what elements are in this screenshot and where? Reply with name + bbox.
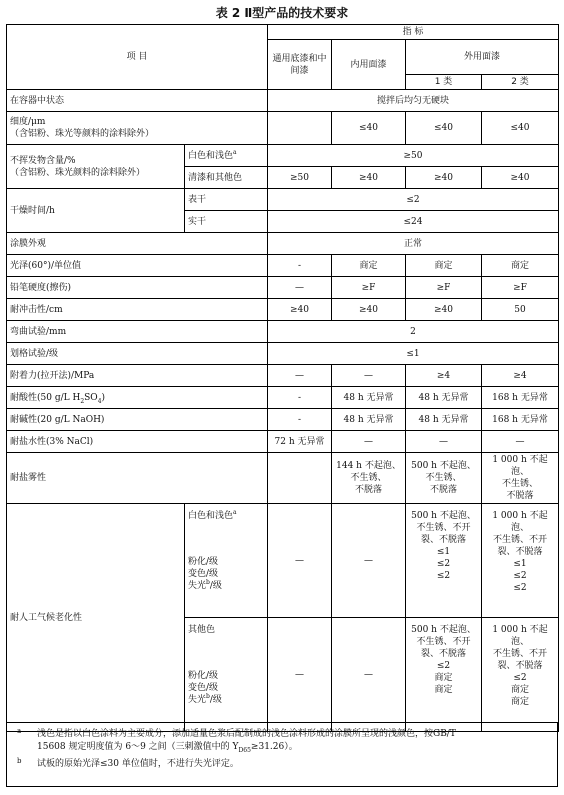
cell-line: 不脱落 [506, 491, 534, 501]
row-label: 铅笔硬度(擦伤) [7, 277, 268, 299]
sub-label-line [188, 694, 264, 706]
row-value: ≤1 [268, 343, 559, 365]
row-value: ≥50 [268, 145, 559, 167]
header-indicator: 指 标 [268, 25, 559, 40]
cell-primer: — [268, 277, 332, 299]
table-row [7, 321, 559, 343]
row-value: ≤24 [268, 211, 559, 233]
sub-label-line [188, 580, 264, 592]
footnote-line: 试板的原始光泽≤30 单位值时，不进行失光评定。 [37, 759, 239, 769]
table-row [7, 277, 559, 299]
label-part: /级 [209, 581, 222, 591]
cell-interior: — [332, 365, 406, 387]
cell-line: 1 000 h 不起泡、 [492, 511, 548, 533]
cell-class2: 商定 [482, 255, 559, 277]
cell-class1: ≤40 [406, 112, 482, 145]
sub-label-line: 粉化/级 [188, 557, 219, 567]
cell-line: 商定 [510, 697, 529, 707]
row-label-line1: 不挥发物含量/% [10, 155, 76, 166]
footnote-b [15, 758, 549, 771]
row-label: 耐盐水性(3% NaCl) [7, 431, 268, 453]
cell-line: ≤2 [513, 673, 527, 683]
footnote-marker: b [206, 693, 210, 700]
cell-primer: - [268, 387, 332, 409]
cell-primer: - [268, 409, 332, 431]
header-exterior: 外用面漆 [406, 40, 559, 75]
header-class2: 2 类 [482, 75, 559, 90]
label-part: 耐酸性(50 g/L H [10, 392, 81, 403]
table-row [7, 343, 559, 365]
row-label [7, 112, 268, 145]
table-row [7, 453, 559, 504]
footnote-a [15, 728, 549, 754]
cell-primer: — [268, 504, 332, 618]
sub-label-line: 其他色 [188, 625, 216, 635]
cell-class2: 168 h 无异常 [482, 387, 559, 409]
label-part: 失光 [188, 695, 207, 705]
table-row [7, 299, 559, 321]
cell-primer: — [268, 365, 332, 387]
cell-class2: 50 [482, 299, 559, 321]
footnote-marker: b [17, 757, 22, 765]
cell-interior: ≥40 [332, 167, 406, 189]
row-label-line2: （含铝粉、珠光等颜料的涂料除外） [10, 129, 155, 139]
cell-class2: — [482, 431, 559, 453]
cell-primer: - [268, 255, 332, 277]
cell-class1: 商定 [406, 255, 482, 277]
label-sub: D65 [238, 746, 251, 754]
cell-interior: — [332, 618, 406, 732]
table-title: 表 2 Ⅱ型产品的技术要求 [215, 6, 349, 20]
cell-class1: ≥4 [406, 365, 482, 387]
cell-line: ≤2 [513, 571, 527, 581]
cell-line: 不生锈、 [501, 479, 538, 489]
cell-line: ≤2 [513, 583, 527, 593]
label-part: 失光 [188, 581, 207, 591]
cell-class2: ≥F [482, 277, 559, 299]
sub-label: 清漆和其他色 [185, 167, 268, 189]
cell-interior: 48 h 无异常 [332, 387, 406, 409]
cell-primer: 72 h 无异常 [268, 431, 332, 453]
cell-primer: — [268, 618, 332, 732]
cell-class2 [482, 453, 559, 504]
cell-line: ≤2 [436, 661, 451, 671]
row-value: 2 [268, 321, 559, 343]
label-part: /级 [209, 695, 222, 705]
sub-label: 表干 [185, 189, 268, 211]
cell-interior: 商定 [332, 255, 406, 277]
cell-line: 不生锈、不开 [492, 535, 547, 545]
row-label: 耐盐雾性 [7, 453, 268, 504]
sub-label [185, 504, 268, 618]
cell-line: ≤1 [436, 547, 451, 557]
cell-line: 商定 [510, 685, 529, 695]
cell-line: ≤2 [436, 559, 451, 569]
cell-line: 裂、不脱落 [497, 547, 543, 557]
header-item: 项 目 [7, 25, 268, 90]
row-label: 干燥时间/h [7, 189, 185, 233]
cell-line: 裂、不脱落 [497, 661, 543, 671]
sub-label-line: 变色/级 [188, 569, 219, 579]
cell-line: 不脱落 [354, 485, 382, 495]
table-row [7, 189, 559, 211]
cell-line: 500 h 不起泡、 [411, 461, 476, 471]
row-label [7, 387, 268, 409]
table-row [7, 255, 559, 277]
sub-label-text: 白色和浅色 [188, 150, 234, 161]
row-value: ≤2 [268, 189, 559, 211]
cell-class1: ≥40 [406, 299, 482, 321]
cell-interior: ≥40 [332, 299, 406, 321]
sub-label [185, 618, 268, 732]
table-row [7, 431, 559, 453]
cell-line: 不生锈、不开 [416, 523, 471, 533]
cell-interior: 48 h 无异常 [332, 409, 406, 431]
footnote-marker: b [206, 579, 210, 586]
row-value: 搅拌后均匀无硬块 [268, 90, 559, 112]
cell-class2: ≥4 [482, 365, 559, 387]
footnote-line: 浅色是指以白色涂料为主要成分，添加适量色浆后配制成的浅色涂料形成的涂膜所呈现的浅颜色，按GB/T [37, 729, 456, 739]
row-label: 耐碱性(20 g/L NaOH) [7, 409, 268, 431]
cell-line: 500 h 不起泡、 [411, 511, 476, 521]
cell-primer: ≥40 [268, 299, 332, 321]
cell-class1: 48 h 无异常 [406, 387, 482, 409]
cell-class2 [482, 618, 559, 732]
table-row [7, 90, 559, 112]
label-part: SO [84, 392, 98, 403]
cell-line: 1 000 h 不起泡、 [492, 625, 548, 647]
table-row [7, 112, 559, 145]
header-row-1 [7, 25, 559, 40]
cell-class2 [482, 504, 559, 618]
cell-interior: ≥F [332, 277, 406, 299]
table-row [7, 233, 559, 255]
cell-primer [268, 112, 332, 145]
cell-line: 500 h 不起泡、 [411, 625, 476, 635]
header-interior: 内用面漆 [332, 40, 406, 90]
footnote-marker: a [17, 727, 22, 735]
row-label: 附着力(拉开法)/MPa [7, 365, 268, 387]
row-label-line1: 细度/μm [10, 117, 46, 127]
cell-line: 1 000 h 不起泡、 [492, 455, 548, 477]
footnotes [6, 722, 558, 787]
row-label: 耐人工气候老化性 [7, 504, 185, 732]
cell-line: 不生锈、 [350, 473, 387, 483]
cell-line: 商定 [434, 673, 453, 683]
cell-line: 不脱落 [429, 485, 457, 495]
label-sub: 2 [80, 397, 85, 405]
row-label: 耐冲击性/cm [7, 299, 268, 321]
footnote-marker: a [233, 509, 237, 516]
cell-class1: ≥F [406, 277, 482, 299]
row-label [7, 145, 185, 189]
cell-line: ≤1 [513, 559, 527, 569]
cell-line: 144 h 不起泡、 [336, 461, 401, 471]
table-row [7, 409, 559, 431]
header-class1: 1 类 [406, 75, 482, 90]
sub-label: 实干 [185, 211, 268, 233]
cell-class1 [406, 504, 482, 618]
cell-primer [268, 453, 332, 504]
table-row [7, 145, 559, 167]
table-row [7, 387, 559, 409]
cell-class1 [406, 618, 482, 732]
sub-label-line: 变色/级 [188, 683, 219, 693]
sub-label-text: 白色和浅色 [188, 511, 234, 521]
cell-interior [332, 453, 406, 504]
label-part: ≥31.26）。 [250, 742, 298, 752]
cell-line: 商定 [434, 685, 453, 695]
cell-line: ≤2 [436, 571, 451, 581]
cell-interior: — [332, 431, 406, 453]
row-label-line2: （含铝粉、珠光颜料的涂料除外） [10, 167, 146, 178]
label-part: 15608 规定明度值为 6～9 之间（三刺激值中的 Y [37, 742, 239, 752]
cell-primer: ≥50 [268, 167, 332, 189]
cell-class1: 48 h 无异常 [406, 409, 482, 431]
cell-line: 裂、不脱落 [420, 649, 466, 659]
cell-line: 裂、不脱落 [420, 535, 466, 545]
label-part: ) [101, 392, 106, 403]
footnote-line [37, 741, 549, 754]
row-label: 弯曲试验/mm [7, 321, 268, 343]
row-label: 划格试验/级 [7, 343, 268, 365]
cell-line: 不生锈、不开 [492, 649, 547, 659]
row-label: 光泽(60°)/单位值 [7, 255, 268, 277]
label-sub: 4 [97, 397, 102, 405]
table-row [7, 504, 559, 618]
cell-class1 [406, 453, 482, 504]
row-label: 在容器中状态 [7, 90, 268, 112]
cell-class2: 168 h 无异常 [482, 409, 559, 431]
cell-class1: ≥40 [406, 167, 482, 189]
cell-interior: — [332, 504, 406, 618]
sub-label [185, 145, 268, 167]
sub-label-line [188, 510, 264, 522]
cell-line: 不生锈、不开 [416, 637, 471, 647]
footnote-marker: a [233, 148, 237, 156]
row-label: 涂膜外观 [7, 233, 268, 255]
cell-class1: — [406, 431, 482, 453]
table-row [7, 365, 559, 387]
sub-label-line: 粉化/级 [188, 671, 219, 681]
row-value: 正常 [268, 233, 559, 255]
cell-class2: ≤40 [482, 112, 559, 145]
cell-interior: ≤40 [332, 112, 406, 145]
header-primer: 通用底漆和中间漆 [268, 40, 332, 90]
cell-line: 不生锈、 [425, 473, 462, 483]
cell-class2: ≥40 [482, 167, 559, 189]
tech-requirements-table [6, 24, 559, 732]
